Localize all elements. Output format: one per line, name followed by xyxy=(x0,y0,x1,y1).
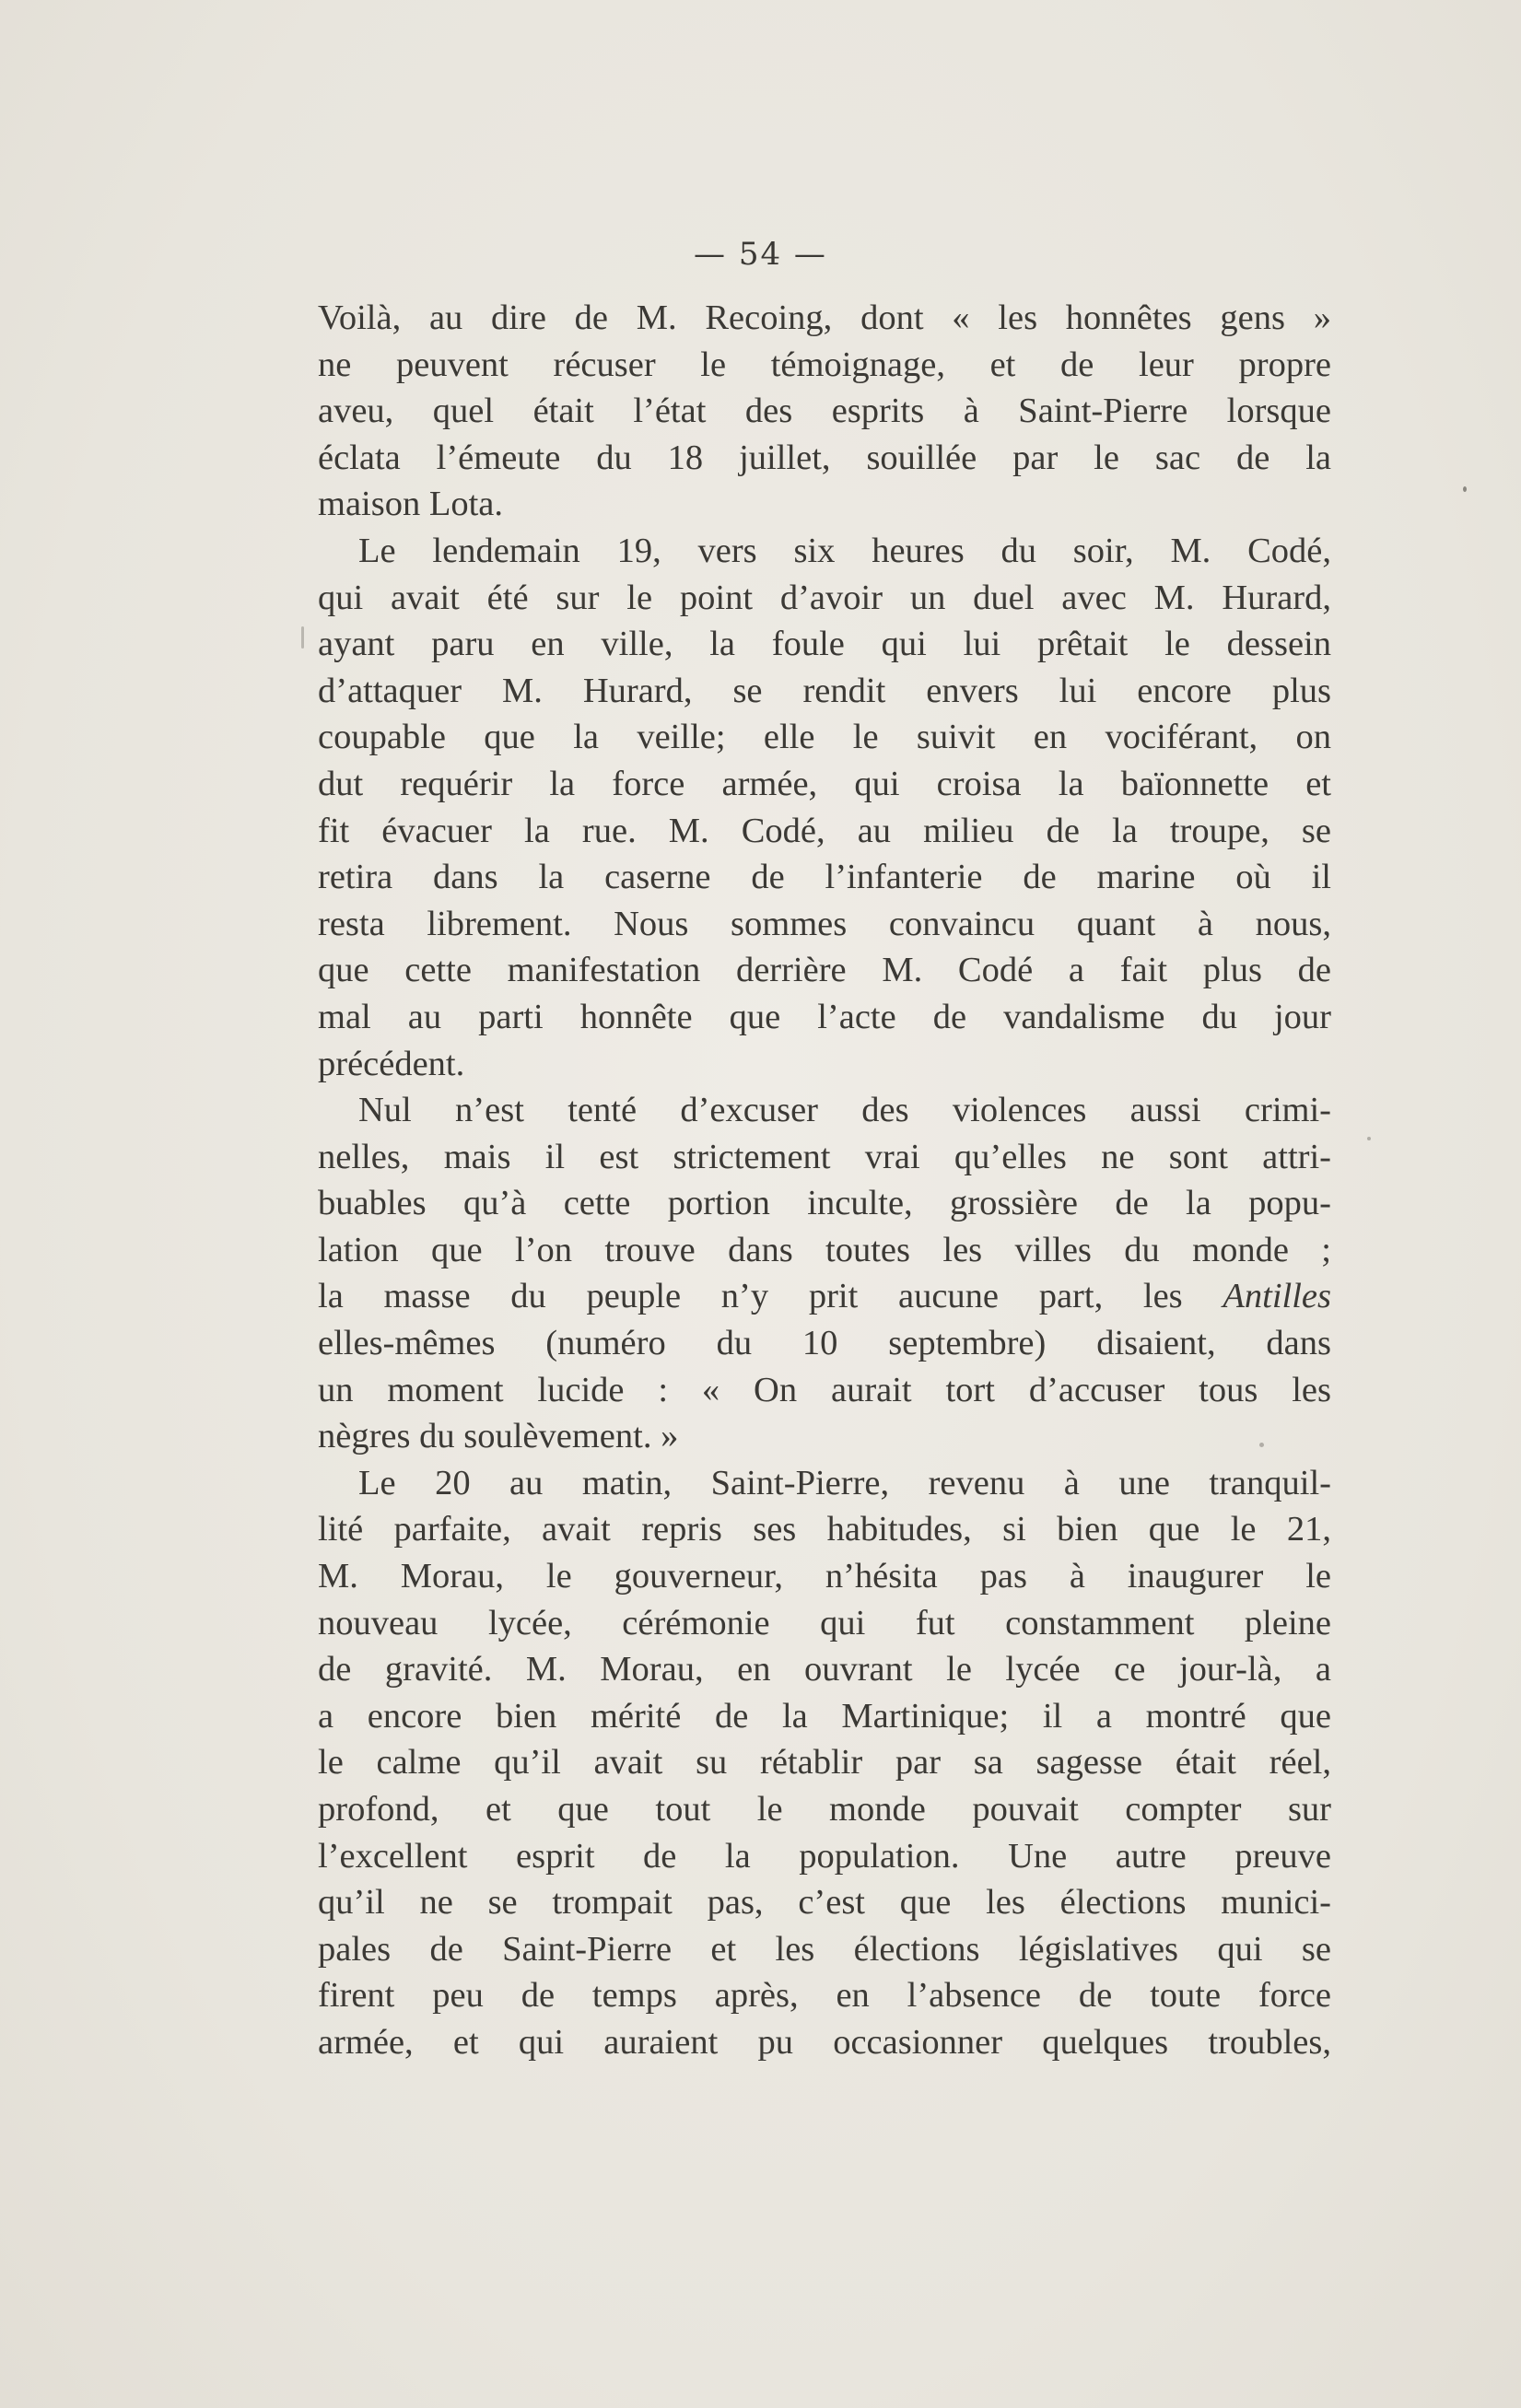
text-line: maison Lota. xyxy=(318,485,504,524)
text-line: de gravité. M. Morau, en ouvrant le lycée ce jour-là, a xyxy=(318,1650,1331,1689)
paper-speck xyxy=(1259,1443,1264,1447)
text-line: d’attaquer M. Hurard, se rendit envers lui encore plus xyxy=(318,671,1331,710)
text-line: pales de Saint-Pierre et les élections législatives qui se xyxy=(318,1929,1331,1969)
text-line: qu’il ne se trompait pas, c’est que les élections munici- xyxy=(318,1883,1331,1923)
text-line: ne peuvent récuser le témoignage, et de leur propre xyxy=(318,345,1331,384)
text-line: précédent. xyxy=(318,1044,465,1083)
text-line: armée, et qui auraient pu occasionner quelques troubles, xyxy=(318,2022,1331,2062)
text-line: a encore bien mérité de la Martinique; il a montré que xyxy=(318,1696,1331,1736)
paper-speck xyxy=(301,626,304,649)
paper-speck xyxy=(1463,486,1467,492)
text-segment: la masse du peuple n’y prit aucune part, les xyxy=(318,1277,1183,1316)
text-line: que cette manifestation derrière M. Codé a fait plus de xyxy=(318,951,1331,990)
text-line: nouveau lycée, cérémonie qui fut constamment pleine xyxy=(318,1603,1331,1642)
text-line: Le lendemain 19, vers six heures du soir, M. Codé, xyxy=(358,531,1331,570)
text-line: éclata l’émeute du 18 juillet, souillée par le sac de la xyxy=(318,438,1331,477)
text-line: Le 20 au matin, Saint-Pierre, revenu à une tranquil- xyxy=(358,1463,1331,1502)
text-line: lité parfaite, avait repris ses habitudes, si bien que le 21, xyxy=(318,1510,1331,1549)
text-line: elles-mêmes (numéro du 10 septembre) disaient, dans xyxy=(318,1324,1331,1363)
text-line: dut requérir la force armée, qui croisa la baïonnette et xyxy=(318,764,1331,803)
text-line: retira dans la caserne de l’infanterie de marine où il xyxy=(318,858,1331,897)
text-line: mal au parti honnête que l’acte de vandalisme du jour xyxy=(318,997,1331,1036)
text-line: fit évacuer la rue. M. Codé, au milieu de la troupe, se xyxy=(318,811,1331,850)
text-line: buables qu’à cette portion inculte, grossière de la popu- xyxy=(318,1184,1331,1223)
text-line: coupable que la veille; elle le suivit en vociférant, on xyxy=(318,718,1331,757)
text-line: firent peu de temps après, en l’absence de toute force xyxy=(318,1976,1331,2016)
text-line: resta librement. Nous sommes convaincu quant à nous, xyxy=(318,904,1331,943)
page-number: — 54 — xyxy=(694,236,827,273)
text-line xyxy=(318,1273,1331,1320)
text-line: M. Morau, le gouverneur, n’hésita pas à inaugurer le xyxy=(318,1557,1331,1596)
text-line: nelles, mais il est strictement vrai qu’elles ne sont attri- xyxy=(318,1137,1331,1176)
text-line: Nul n’est tenté d’excuser des violences aussi crimi- xyxy=(358,1091,1331,1130)
text-line: l’excellent esprit de la population. Une autre preuve xyxy=(318,1836,1331,1876)
journal-title: Antilles xyxy=(1223,1277,1331,1316)
text-line: aveu, quel était l’état des esprits à Saint-Pierre lorsque xyxy=(318,392,1331,431)
text-line: un moment lucide : « On aurait tort d’accuser tous les xyxy=(318,1370,1331,1409)
text-line: Voilà, au dire de M. Recoing, dont « les honnêtes gens » xyxy=(318,298,1331,337)
text-line: ayant paru en ville, la foule qui lui prêtait le dessein xyxy=(318,625,1331,664)
text-line: lation que l’on trouve dans toutes les villes du monde ; xyxy=(318,1230,1331,1269)
text-line: le calme qu’il avait su rétablir par sa sagesse était réel, xyxy=(318,1743,1331,1783)
text-line: qui avait été sur le point d’avoir un duel avec M. Hurard, xyxy=(318,578,1331,617)
text-line: nègres du soulèvement. » xyxy=(318,1417,679,1456)
body-text xyxy=(318,295,1331,2066)
text-line: profond, et que tout le monde pouvait compter sur xyxy=(318,1790,1331,1829)
paper-speck xyxy=(1367,1137,1371,1140)
